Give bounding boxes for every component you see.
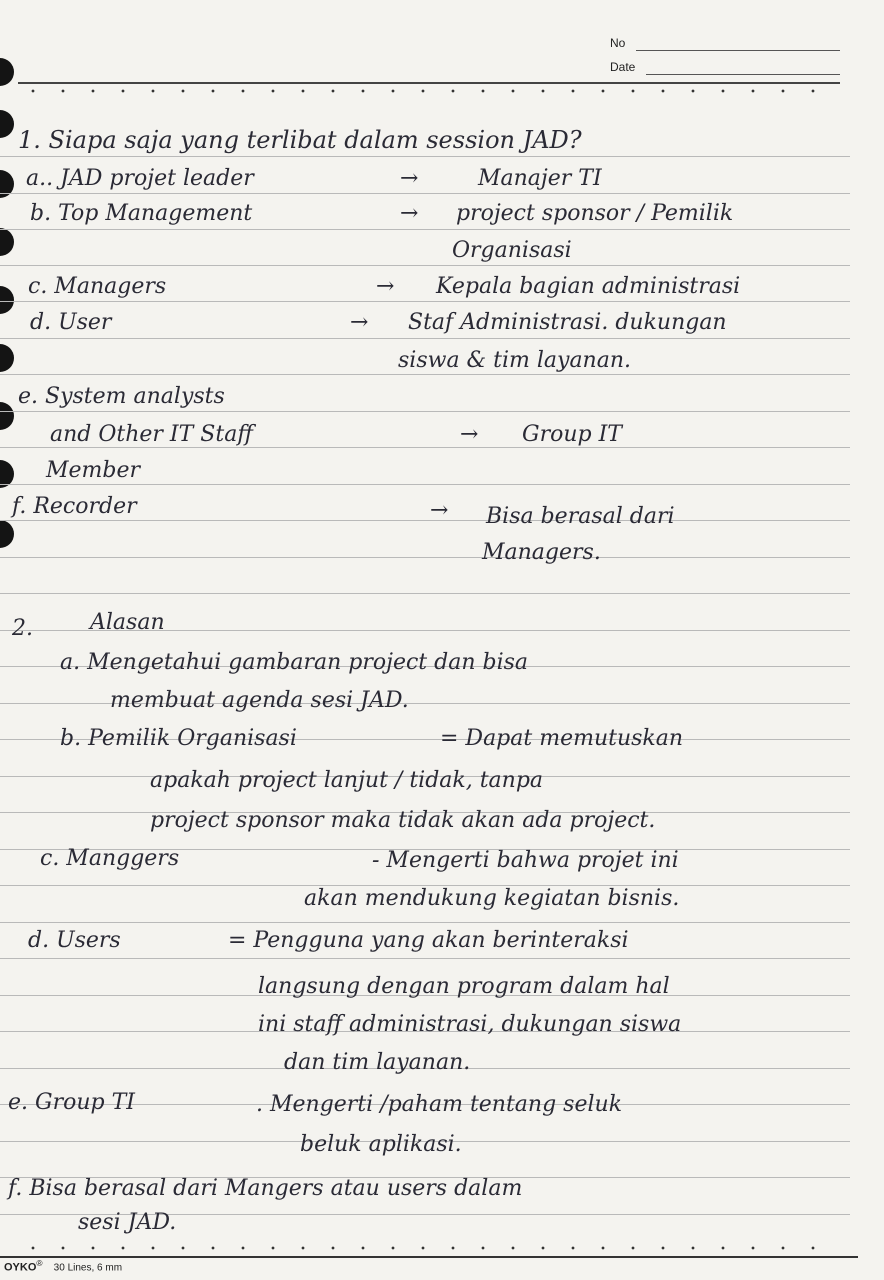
q1-item-e: e. System analysts [18, 384, 225, 409]
arrow-icon: → [376, 274, 395, 299]
footer-dot-row [18, 1246, 840, 1250]
ruled-line [0, 229, 850, 230]
arrow-icon: → [430, 498, 449, 523]
arrow-icon: → [400, 166, 419, 191]
q2-answer-b-cont-2: project sponsor maka tidak akan ada project. [150, 808, 656, 833]
question-2-number: 2. [12, 616, 33, 641]
q2-item-e: e. Group TI [8, 1090, 135, 1115]
ruled-line [0, 411, 850, 412]
brand-logo: OYKO [4, 1261, 37, 1274]
q2-answer-c: - Mengerti bahwa projet ini [372, 848, 679, 873]
footer-rule [0, 1256, 858, 1258]
no-label: No [610, 36, 626, 50]
arrow-icon: → [460, 422, 479, 447]
ruled-line [0, 193, 850, 194]
ruled-line [0, 557, 850, 558]
ruled-line [0, 593, 850, 594]
arrow-icon: → [350, 310, 369, 335]
q1-item-d: d. User [30, 310, 112, 335]
q2-answer-c-cont: akan mendukung kegiatan bisnis. [304, 886, 680, 911]
ruled-line [0, 520, 850, 521]
header-dot-row [18, 89, 840, 93]
binder-hole [0, 520, 14, 548]
q2-item-b: b. Pemilik Organisasi [60, 726, 297, 751]
binder-hole [0, 110, 14, 138]
date-label: Date [610, 60, 636, 74]
q2-answer-d-cont-2: ini staff administrasi, dukungan siswa [258, 1012, 682, 1037]
q2-answer-b: = Dapat memutuskan [440, 726, 684, 751]
q2-item-d: d. Users [28, 928, 121, 953]
ruled-line [0, 156, 850, 157]
q2-answer-d-cont: langsung dengan program dalam hal [258, 974, 670, 999]
q1-item-a: a.. JAD projet leader [26, 166, 254, 191]
binder-hole [0, 228, 14, 256]
binder-hole [0, 402, 14, 430]
ruled-line [0, 374, 850, 375]
no-line [636, 50, 840, 51]
q2-item-c: c. Manggers [40, 846, 180, 871]
q1-answer-f: Bisa berasal dari [486, 504, 675, 529]
header-rule [18, 82, 840, 84]
q2-item-f-cont: sesi JAD. [78, 1210, 177, 1235]
ruled-line [0, 338, 850, 339]
ruled-line [0, 447, 850, 448]
binder-hole [0, 286, 14, 314]
ruled-line [0, 922, 850, 923]
q2-answer-e-cont: beluk aplikasi. [300, 1132, 462, 1157]
ruled-line [0, 958, 850, 959]
ruled-line [0, 484, 850, 485]
q2-answer-b-cont: apakah project lanjut / tidak, tanpa [150, 768, 544, 793]
q1-answer-a: Manajer TI [478, 166, 602, 191]
arrow-icon: → [400, 201, 419, 226]
q1-answer-b-cont: Organisasi [452, 238, 572, 263]
date-line [646, 74, 840, 75]
question-2-title: Alasan [90, 610, 165, 635]
question-1: 1. Siapa saja yang terlibat dalam session JAD? [18, 126, 582, 154]
q1-answer-d: Staf Administrasi. dukungan [408, 310, 727, 335]
q1-item-e-cont: and Other IT Staff [50, 422, 253, 447]
q1-answer-c: Kepala bagian administrasi [436, 274, 741, 299]
q2-answer-d-cont-3: dan tim layanan. [284, 1050, 471, 1075]
q2-item-a: a. Mengetahui gambaran project dan bisa [60, 650, 529, 675]
q1-answer-e: Group IT [522, 422, 622, 447]
paper-spec: 30 Lines, 6 mm [53, 1262, 123, 1274]
q1-item-f: f. Recorder [12, 494, 137, 519]
q2-item-a-cont: membuat agenda sesi JAD. [110, 688, 409, 713]
q1-answer-b: project sponsor / Pemilik [456, 201, 734, 226]
q1-answer-f-cont: Managers. [482, 540, 601, 565]
binder-hole [0, 344, 14, 372]
q1-item-c: c. Managers [28, 274, 167, 299]
q2-item-f: f. Bisa berasal dari Mangers atau users dalam [8, 1176, 523, 1201]
q1-item-e-cont-2: Member [46, 458, 141, 483]
q1-item-b: b. Top Management [30, 201, 253, 226]
ruled-line [0, 265, 850, 266]
binder-hole [0, 58, 14, 86]
q2-answer-d: = Pengguna yang akan berinteraksi [228, 928, 629, 953]
ruled-line [0, 301, 850, 302]
footer [4, 1258, 122, 1273]
q2-answer-e: . Mengerti /paham tentang seluk [256, 1092, 623, 1117]
registered-mark: ® [36, 1258, 43, 1268]
q1-answer-d-cont: siswa & tim layanan. [398, 348, 632, 373]
